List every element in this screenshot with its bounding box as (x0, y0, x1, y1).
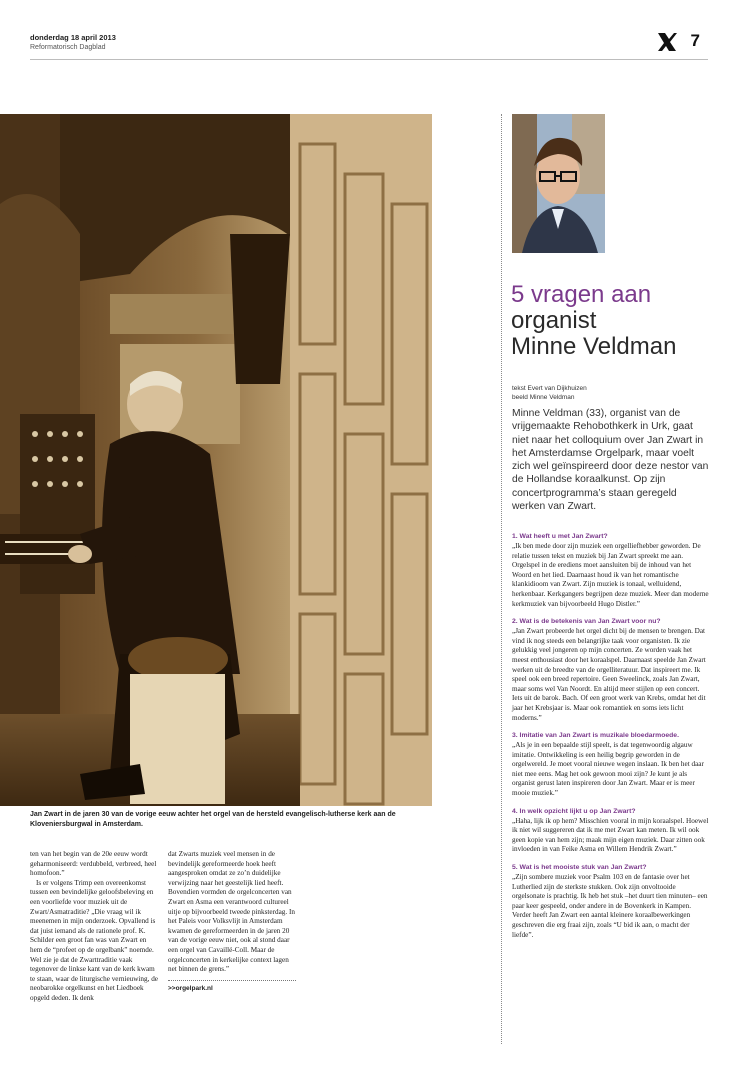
qa-list (512, 532, 710, 948)
byline (512, 384, 587, 402)
sidebar-intro: Minne Veldman (33), organist van de vrijgemaakte Rehobothkerk in Urk, gaat niet naar het colloquium over Jan Zwart in het Amsterdamse Orgelpark, maar voelt zich wel geïnspireerd door deze nestor van de Hollandse koraalkunst. Op zijn concertprogramma’s staan geregeld werken van Zwart. (512, 408, 709, 513)
answer: „Jan Zwart probeerde het orgel dicht bij de mensen te brengen. Dat vind ik nog steeds een belangrijke taak voor organisten. Ik zie gelukkig veel jongeren op mijn concerten. Ze worden vaak het meest enthousiast door het koraalspel. Daarnaast speelde Jan Zwart werken uit de breedte van de orgelliteratuur. Dat inspireert me. Ik speel ook een breed repertoire. Geen Sweelinck, zoals Jan Zwart, maar soms wel Van Noordt. En altijd meer stijlen op een concert. Iets uit de barok. Bach. Of een groot werk van Krebs, omdat het dit jaar het Krebsjaar is. Maar ook romantiek en soms iets licht moderns.” (512, 627, 706, 722)
sidebar-headline (511, 282, 711, 360)
text-credit: tekst Evert van Dijkhuizen (512, 385, 587, 392)
column-divider (501, 114, 502, 1044)
issue-date: donderdag 18 april 2013 (30, 33, 116, 42)
article-column-left (30, 850, 160, 1004)
headline-line-3: Minne Veldman (511, 333, 677, 360)
answer: „Als je in een bepaalde stijl speelt, is dat tegenwoordig algauw imitatie. Ontwikkeling is een heilig begrip geworden in de orgelwereld. Je moet vooral nieuwe wegen inslaan. Ik ben het daar niet mee eens. Mag het ook gewoon mooi zijn? Je kunt je als organist gerust laten inspireren door Jan Zwart. Maar er is meer mooie muziek.” (512, 741, 704, 798)
qa-item (512, 617, 710, 723)
page-number: 7 (690, 31, 700, 50)
question: 2. Wat is de betekenis van Jan Zwart voor nu? (512, 618, 661, 626)
organ-player-photo (0, 114, 432, 806)
question: 4. In welk opzicht lijkt u op Jan Zwart? (512, 807, 636, 815)
article-paragraph: Is er volgens Trimp een overeenkomst tussen een bevindelijke geloofsbeleving en een voorliefde voor muziek uit de Zwart/Asmatraditie? „Die vraag wil ik meenemen in mijn onderzoek. Opvallend is dat juist iemand als de rationele prof. K. Schilder een groot fan was van Zwart en hem de “profeet op de orgelbank” noemde. Wel zie je dat de Zwarttraditie vaak tegenover de linkse kant van de kerk kwam te staan, waar de liturgische vernieuwing, de neobarokke orgelkunst en het Liedboek opgeld deden. Ik denk (30, 878, 158, 1002)
article-column-middle (168, 850, 298, 993)
headline-line-1: 5 vragen aan (511, 281, 652, 308)
article-paragraph: dat Zwarts muziek veel mensen in de bevindelijk gereformeerde hoek heeft aangesproken omdat ze zo’n duidelijke verwijzing naar het geestelijk lied heeft. Bovendien vormden de orgelconcerten van Zwart en Asma een verantwoord cultureel uitje op bijvoorbeeld tweede pinksterdag. In het Paleis voor Volksvlijt in Amsterdam kwamen de gereformeerden in de jaren 20 van de vorige eeuw niet, ook al stond daar een orgel van Cavaillé-Coll. Maar de orgelconcerten in kerkelijke context lagen net binnen de grens.” (168, 850, 295, 974)
source-link[interactable]: >>orgelpark.nl (168, 984, 213, 992)
answer: „Zijn sombere muziek voor Psalm 103 en de fantasie over het Lutherlied zijn de sterkste stukken. Ook zijn onvoltooide orgelsonate is prachtig. Ik heb het stuk –het duurt tien minuten– een paar keer gespeeld, onder andere in de Bovenkerk in Kampen. Verder heeft Jan Zwart een aantal kleinere koraalbewerkingen geschreven die erg fraai zijn, zoals “U bid ik aan, o macht der liefde”. (512, 873, 708, 939)
qa-item (512, 863, 710, 940)
photo-credit: beeld Minne Veldman (512, 394, 575, 401)
rd-x-logo-icon (656, 31, 678, 53)
qa-item (512, 731, 710, 799)
qa-item (512, 532, 710, 609)
question: 1. Wat heeft u met Jan Zwart? (512, 533, 608, 540)
question: 5. Wat is het mooiste stuk van Jan Zwart? (512, 864, 647, 872)
article-paragraph: ten van het begin van de 20e eeuw wordt geharmoniseerd: verdubbeld, verbreed, heel homofoon.” (30, 850, 157, 878)
minne-veldman-portrait (512, 114, 605, 253)
question: 3. Imitatie van Jan Zwart is muzikale bloedarmoede. (512, 732, 679, 740)
photo-caption: Jan Zwart in de jaren 30 van de vorige eeuw achter het orgel van de hersteld evangelisch-lutherse kerk aan de Kloveniersburgwal in Amsterdam. (30, 811, 396, 828)
qa-item (512, 807, 710, 855)
answer: „Ik ben mede door zijn muziek een orgelliefhebber geworden. De relatie tussen tekst en muziek bij Jan Zwart spreekt me aan. Orgelspel in de erediens moet aansluiten bij de inhoud van het Woord en het lied. Daarnaast houd ik van het romantische klankidioom van Zwart. Zijn muziek is tonaal, welluidend, herkenbaar. Kerkgangers begrijpen deze muziek. Meer dan moderne kerkmuziek van bijvoorbeeld Hugo Distler.” (512, 542, 709, 608)
newspaper-name: Reformatorisch Dagblad (30, 44, 106, 51)
page-header (30, 33, 708, 60)
answer: „Haha, lijk ik op hem? Misschien vooral in mijn koraalspel. Hoewel ik niet wil suggereren dat ik me met Zwart kan meten. Ik wil ook geen kopie van hem zijn; maak mijn eigen muziek. Daar zitten ook invloeden in van Feike Asma en Willem Hendrik Zwart.” (512, 816, 709, 854)
dotted-divider (168, 980, 296, 981)
headline-line-2: organist (511, 307, 597, 334)
